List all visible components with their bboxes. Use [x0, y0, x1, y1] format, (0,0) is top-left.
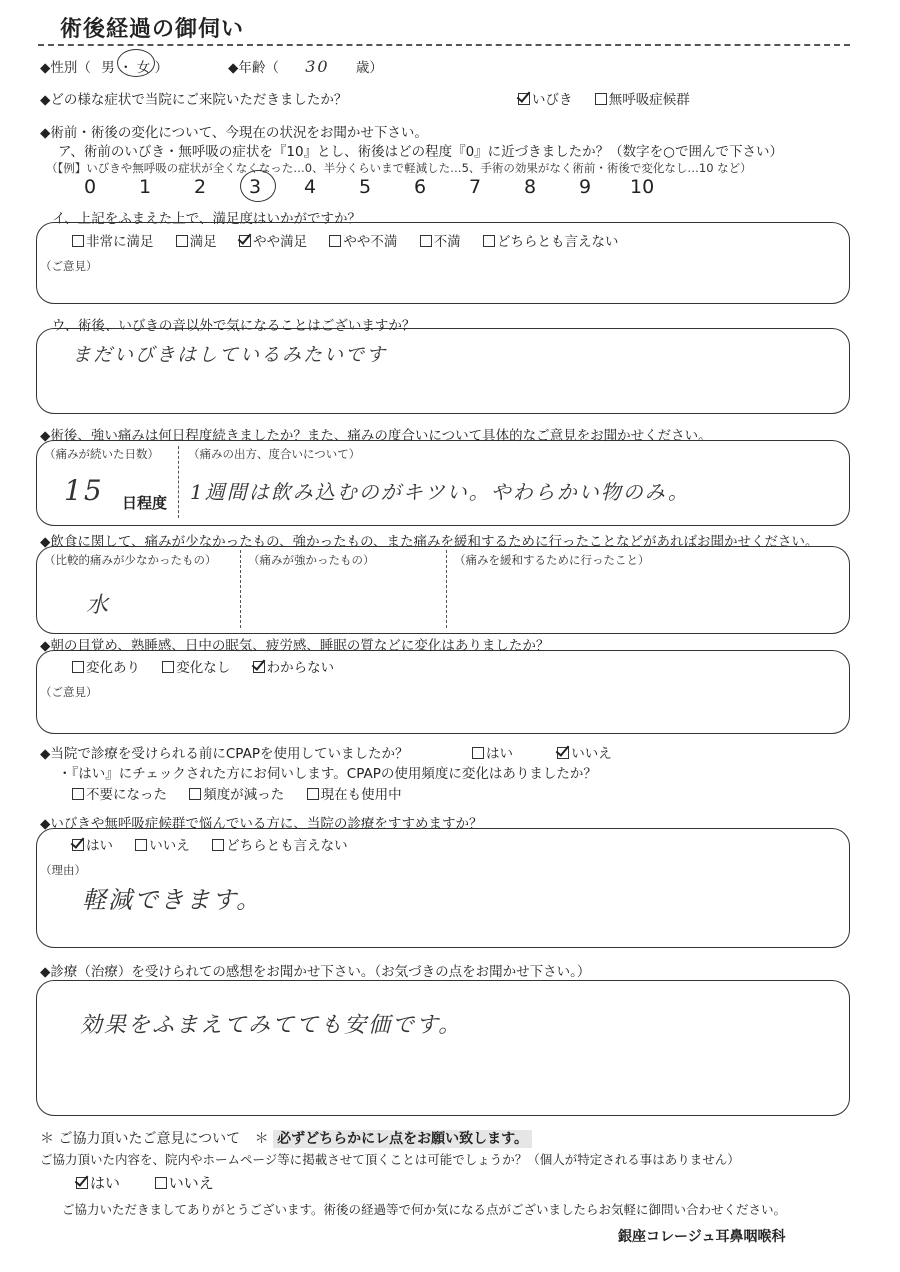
impression-answer-text: 効果をふまえてみてても安価です。 — [80, 1013, 463, 1038]
scale-7[interactable]: 7 — [469, 176, 482, 198]
pain-question: ◆術後、強い痛みは何日程度続きましたか？また、痛みの度合いについて具体的なご意見をお聞かせください。 — [40, 428, 712, 444]
title-divider — [38, 44, 850, 46]
checkbox-checked-icon — [239, 235, 251, 247]
sleep-question: ◆朝の目覚め、熟睡感、日中の眠気、疲労感、睡眠の質などに変化はありましたか？ — [40, 638, 550, 654]
change-subquestion: ア、術前のいびき・無呼吸の症状を『10』とし、術後はどの程度『0』に近づきましたか？（数字を○で囲んで下さい） — [58, 144, 783, 160]
impression-answer-box[interactable] — [36, 980, 850, 1116]
footer-thanks: ご協力いただきましてありがとうございます。術後の経過等で何か気になる点がございましたらお気軽に御問い合わせください。 — [62, 1202, 787, 1217]
age-value[interactable]: 30 — [305, 57, 330, 76]
sleep-opt-unknown[interactable]: わからない — [253, 656, 335, 676]
recommend-opt-no[interactable]: いいえ — [135, 834, 190, 854]
food-col1-value[interactable]: 水 — [86, 593, 111, 618]
food-question: ◆飲食に関して、痛みが少なかったもの、強かったもの、また痛みを緩和するために行ったことなどがあればお聞かせください。 — [40, 534, 819, 550]
cpap-opt-no[interactable]: いいえ — [557, 742, 612, 762]
recommend-reason-label: （理由） — [40, 863, 86, 877]
cpap-sub-options — [72, 783, 420, 803]
scale-2[interactable]: 2 — [194, 176, 207, 198]
symptom-option-apnea[interactable]: 無呼吸症候群 — [595, 88, 690, 108]
consent-opt-yes[interactable]: はい — [76, 1172, 120, 1193]
checkbox-icon — [155, 1177, 167, 1189]
checkbox-icon — [189, 788, 201, 800]
scale-3[interactable]: 3 — [249, 176, 262, 198]
sat-opt-unsatisfied[interactable]: 不満 — [420, 230, 461, 250]
scale-6[interactable]: 6 — [414, 176, 427, 198]
gender-circle-mark — [117, 49, 155, 77]
pain-days-unit: 日程度 — [122, 494, 168, 512]
checkbox-icon — [420, 235, 432, 247]
symptom-question: ◆どの様な症状で当院にご来院いただきましたか？ — [40, 92, 348, 108]
checkbox-checked-icon — [518, 93, 530, 105]
sat-opt-neither[interactable]: どちらとも言えない — [483, 230, 619, 250]
pain-detail-value[interactable]: 1週間は飲み込むのがキツい。やわらかい物のみ。 — [190, 480, 690, 504]
checkbox-icon — [307, 788, 319, 800]
cpap-subquestion: ・『はい』にチェックされた方にお伺いします。CPAPの使用頻度に変化はありましたか？ — [58, 766, 597, 782]
checkbox-icon — [176, 235, 188, 247]
footer-consent-note: 必ずどちらかにレ点をお願い致します。 — [273, 1130, 532, 1148]
cpap-sub-opt-still-using[interactable]: 現在も使用中 — [307, 783, 402, 803]
impression-question: ◆診療（治療）を受けられての感想をお聞かせ下さい。（お気づきの点をお聞かせ下さい。） — [40, 964, 591, 980]
pain-days-label: （痛みが続いた日数） — [44, 447, 159, 461]
scale-4[interactable]: 4 — [304, 176, 317, 198]
food-col2-label: （痛みが強かったもの） — [248, 553, 375, 567]
scale-10[interactable]: 10 — [630, 176, 655, 198]
scale-1[interactable]: 1 — [139, 176, 152, 198]
cpap-sub-opt-unneeded[interactable]: 不要になった — [72, 783, 167, 803]
checkbox-icon — [72, 235, 84, 247]
checkbox-icon — [329, 235, 341, 247]
sat-opt-somewhat-unsatisfied[interactable]: やや不満 — [329, 230, 397, 250]
sleep-options — [72, 656, 352, 676]
pain-column-divider — [178, 446, 179, 518]
footer-consent-heading: ＊ ご協力頂いたご意見について ＊ 必ずどちらかにレ点をお願い致します。 — [40, 1128, 532, 1148]
footer-consent-options — [76, 1172, 232, 1193]
symptom-option-snoring[interactable]: いびき — [518, 88, 573, 108]
scale-selected-circle — [240, 170, 276, 202]
food-divider-2 — [446, 550, 447, 628]
recommend-opt-yes[interactable]: はい — [72, 834, 113, 854]
gender-row: ◆性別（ 男 ・ 女 ） — [40, 60, 169, 76]
cpap-opt-yes[interactable]: はい — [472, 742, 513, 762]
checkbox-checked-icon — [253, 661, 265, 673]
checkbox-icon — [72, 661, 84, 673]
recommend-question: ◆いびきや無呼吸症候群で悩んでいる方に、当院の診療をすすめますか？ — [40, 816, 483, 832]
satisfaction-question: イ、上記をふまえた上で、満足度はいかがですか？ — [52, 211, 362, 227]
pain-days-value[interactable]: 15 — [64, 474, 104, 507]
age-row: ◆年齢（ 30 歳） — [228, 57, 383, 76]
sleep-opt-changed[interactable]: 変化あり — [72, 656, 140, 676]
food-col1-label: （比較的痛みが少なかったもの） — [44, 553, 217, 567]
symptom-options — [518, 88, 708, 108]
checkbox-icon — [212, 839, 224, 851]
other-answer-text: まだいびきはしているみたいです — [72, 344, 388, 366]
consent-opt-no[interactable]: いいえ — [155, 1172, 214, 1193]
checkbox-icon — [72, 788, 84, 800]
footer-consent-question: ご協力頂いた内容を、院内やホームページ等に掲載させて頂くことは可能でしょうか？（個人が特定される事はありません） — [40, 1152, 740, 1167]
scale-0[interactable]: 0 — [84, 176, 97, 198]
checkbox-icon — [135, 839, 147, 851]
sat-opt-satisfied[interactable]: 満足 — [176, 230, 217, 250]
change-question: ◆術前・術後の変化について、今現在の状況をお聞かせ下さい。 — [40, 125, 428, 141]
cpap-options — [472, 742, 630, 762]
clinic-name: 銀座コレージュ耳鼻咽喉科 — [618, 1229, 786, 1245]
sat-opt-very-satisfied[interactable]: 非常に満足 — [72, 230, 154, 250]
scale-5[interactable]: 5 — [359, 176, 372, 198]
food-divider-1 — [240, 550, 241, 628]
scale-8[interactable]: 8 — [524, 176, 537, 198]
cpap-sub-opt-reduced[interactable]: 頻度が減った — [189, 783, 284, 803]
gender-male[interactable]: 男 — [101, 60, 115, 76]
page-title: 術後経過の御伺い — [60, 17, 245, 42]
food-col3-label: （痛みを緩和するために行ったこと） — [454, 553, 650, 567]
scale-9[interactable]: 9 — [579, 176, 592, 198]
checkbox-icon — [595, 93, 607, 105]
recommend-options — [72, 834, 366, 854]
checkbox-checked-icon — [72, 839, 84, 851]
pain-detail-label: （痛みの出方、度合いについて） — [188, 447, 361, 461]
checkbox-icon — [472, 747, 484, 759]
checkbox-checked-icon — [557, 747, 569, 759]
sat-opt-somewhat-satisfied[interactable]: やや満足 — [239, 230, 307, 250]
checkbox-icon — [483, 235, 495, 247]
change-example: （【例】いびきや無呼吸の症状が全くなくなった…0、半分くらいまで軽減した…5、手術の効果がなく術前・術後で変化なし…10 など） — [46, 161, 752, 175]
cpap-question: ◆当院で診療を受けられる前にCPAPを使用していましたか？ — [40, 746, 409, 762]
checkbox-icon — [162, 661, 174, 673]
checkbox-checked-icon — [76, 1177, 88, 1189]
recommend-reason-value[interactable]: 軽減できます。 — [82, 886, 263, 914]
sleep-opt-unchanged[interactable]: 変化なし — [162, 656, 230, 676]
sleep-comment-label: （ご意見） — [40, 685, 98, 699]
recommend-opt-neither[interactable]: どちらとも言えない — [212, 834, 348, 854]
satisfaction-comment-label: （ご意見） — [40, 259, 98, 273]
other-question: ウ、術後、いびきの音以外で気になることはございますか？ — [52, 318, 416, 334]
satisfaction-options — [72, 230, 636, 250]
gender-female[interactable]: 女 — [136, 60, 151, 76]
